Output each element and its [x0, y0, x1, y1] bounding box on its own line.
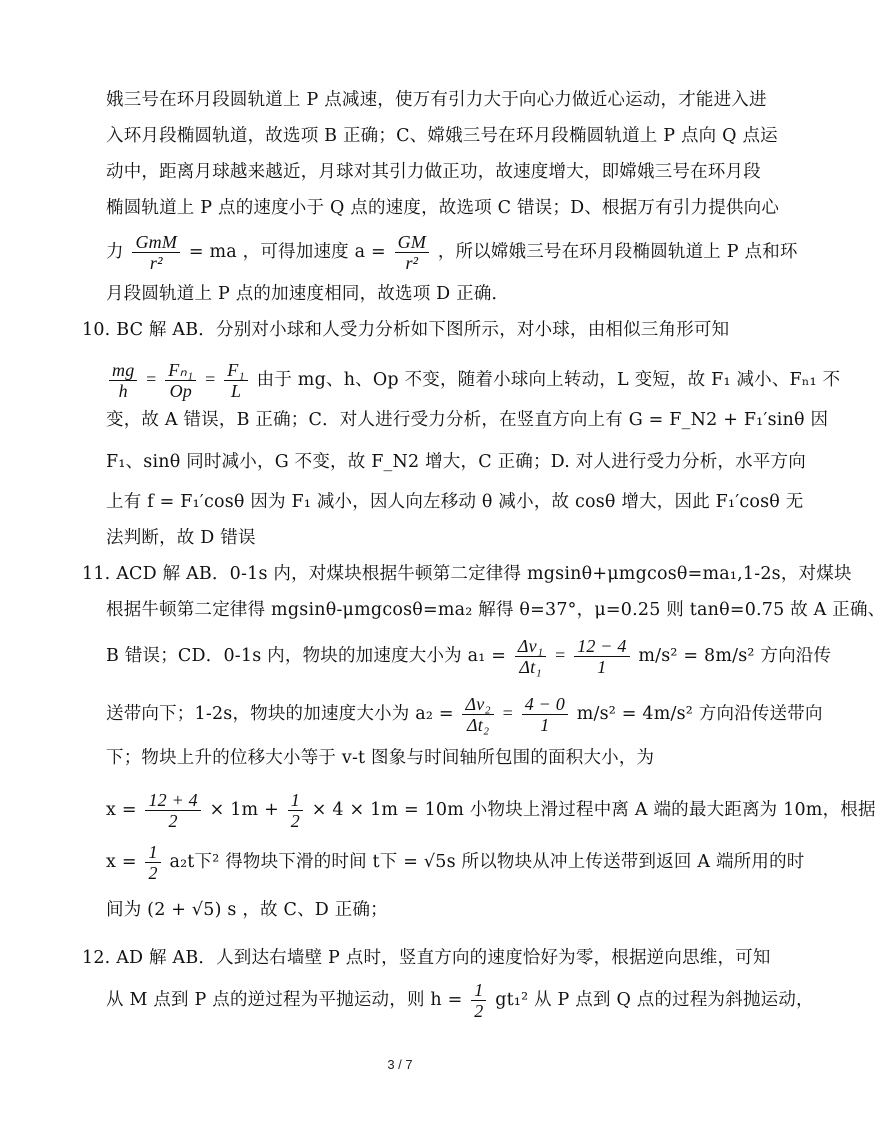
- text-fragment: 力: [106, 242, 124, 262]
- text-line: 11. ACD 解 AB．0-1s 内，对煤块根据牛顿第二定律得 mgsinθ+μmgcosθ=ma₁,1-2s，对煤块: [82, 564, 852, 584]
- denominator: 2: [148, 863, 158, 883]
- numerator: mg: [109, 360, 137, 381]
- fraction: [145, 790, 200, 831]
- fraction: [471, 980, 486, 1021]
- text-line-formula: [106, 790, 876, 831]
- denominator: 2: [474, 1001, 484, 1021]
- text-fragment: m/s² = 8m/s² 方向沿传: [638, 646, 832, 666]
- text-fragment: 从 M 点到 P 点的逆过程为平抛运动，则 h =: [106, 990, 463, 1010]
- numerator: Δv₂: [462, 694, 493, 715]
- text-line: 上有 f = F₁′cosθ 因为 F₁ 减小，因人向左移动 θ 减小，故 cosθ 增大，因此 F₁′cosθ 无: [106, 492, 804, 512]
- denominator: 1: [540, 715, 550, 735]
- text-line-formula: [106, 636, 831, 677]
- text-fragment: 送带向下；1-2s，物块的加速度大小为 a₂ =: [106, 704, 454, 724]
- text-line-formula: [106, 232, 798, 273]
- numerator: GmM: [132, 232, 180, 253]
- text-line: 10. BC 解 AB．分别对小球和人受力分析如下图所示，对小球，由相似三角形可知: [82, 320, 730, 340]
- text-fragment: × 4 × 1m = 10m 小物块上滑过程中离 A 端的最大距离为 10m，根据: [311, 800, 876, 820]
- text-fragment: m/s² = 4m/s² 方向沿传送带向: [576, 704, 823, 724]
- numerator: 12 + 4: [145, 790, 200, 811]
- numerator: GM: [395, 232, 429, 253]
- page-number: 3 / 7: [387, 1057, 413, 1072]
- text-fragment: 由于 mg、h、Op 不变，随着小球向上转动，L 变短，故 F₁ 减小、Fₙ₁ 不: [256, 370, 841, 390]
- numerator: 4 − 0: [522, 694, 568, 715]
- text-fragment: a₂t下² 得物块下滑的时间 t下 = √5s 所以物块从冲上传送带到返回 A 端所用的时: [169, 852, 805, 872]
- equals-sign: =: [502, 703, 514, 723]
- text-fragment: x =: [106, 800, 137, 820]
- equals-sign: =: [205, 369, 216, 389]
- fraction: [109, 360, 137, 401]
- fraction: [462, 694, 493, 735]
- denominator: Op: [169, 381, 193, 401]
- equals-sign: =: [555, 645, 566, 665]
- text-fragment: = ma ，可得加速度 a =: [188, 242, 386, 262]
- text-line-formula: [106, 694, 823, 735]
- numerator: F₁: [224, 360, 248, 381]
- fraction: [165, 360, 196, 401]
- text-line: 入环月段椭圆轨道，故选项 B 正确；C、嫦娥三号在环月段椭圆轨道上 P 点向 Q 点运: [106, 126, 778, 146]
- numerator: 1: [288, 790, 303, 811]
- fraction: [224, 360, 248, 401]
- text-fragment: ，所以嫦娥三号在环月段椭圆轨道上 P 点和环: [437, 242, 798, 262]
- fraction: [522, 694, 568, 735]
- numerator: 1: [145, 842, 160, 863]
- text-fragment: gt₁² 从 P 点到 Q 点的过程为斜抛运动，: [495, 990, 814, 1010]
- denominator: r²: [149, 253, 163, 273]
- text-line: 椭圆轨道上 P 点的速度小于 Q 点的速度，故选项 C 错误；D、根据万有引力提供向心: [106, 198, 780, 218]
- text-fragment: x =: [106, 852, 137, 872]
- fraction: [288, 790, 303, 831]
- denominator: h: [118, 381, 128, 401]
- text-line: 娥三号在环月段圆轨道上 P 点减速，使万有引力大于向心力做近心运动，才能进入进: [106, 90, 767, 110]
- text-line: 变，故 A 错误，B 正确；C．对人进行受力分析，在竖直方向上有 G = F_N2 + F₁′sinθ 因: [106, 410, 829, 430]
- text-line: F₁、sinθ 同时减小，G 不变，故 F_N2 增大，C 正确；D. 对人进行受力分析，水平方向: [106, 452, 806, 472]
- text-fragment: × 1m +: [209, 800, 279, 820]
- text-fragment: B 错误；CD．0-1s 内，物块的加速度大小为 a₁ =: [106, 646, 507, 666]
- fraction: [515, 636, 546, 677]
- denominator: Δt₂: [466, 715, 490, 735]
- text-line-formula: [106, 980, 814, 1021]
- denominator: 2: [168, 811, 178, 831]
- numerator: 1: [471, 980, 486, 1001]
- text-line: 法判断，故 D 错误: [106, 528, 256, 548]
- text-line: 根据牛顿第二定律得 mgsinθ-μmgcosθ=ma₂ 解得 θ=37°，μ=0.25 则 tanθ=0.75 故 A 正确、: [106, 600, 885, 620]
- fraction: [145, 842, 160, 883]
- fraction: [395, 232, 429, 273]
- denominator: 2: [290, 811, 300, 831]
- text-line-formula: [106, 360, 840, 401]
- fraction: [132, 232, 180, 273]
- fraction: [574, 636, 629, 677]
- text-line: 间为 (2 + √5) s ，故 C、D 正确；: [106, 900, 388, 920]
- text-line-formula: [106, 842, 804, 883]
- numerator: Δv₁: [515, 636, 546, 657]
- numerator: 12 − 4: [574, 636, 629, 657]
- numerator: Fₙ₁: [165, 360, 196, 381]
- denominator: Δt₁: [519, 657, 542, 677]
- denominator: L: [230, 381, 242, 401]
- text-line: 动中，距离月球越来越近，月球对其引力做正功，故速度增大，即嫦娥三号在环月段: [106, 162, 761, 182]
- denominator: 1: [597, 657, 607, 677]
- denominator: r²: [405, 253, 419, 273]
- text-line: 月段圆轨道上 P 点的加速度相同，故选项 D 正确．: [106, 284, 510, 304]
- equals-sign: =: [146, 369, 157, 389]
- text-line: 下；物块上升的位移大小等于 v-t 图象与时间轴所包围的面积大小，为: [106, 748, 655, 768]
- text-line: 12. AD 解 AB．人到达右墙壁 P 点时，竖直方向的速度恰好为零，根据逆向思维，可知: [82, 948, 771, 968]
